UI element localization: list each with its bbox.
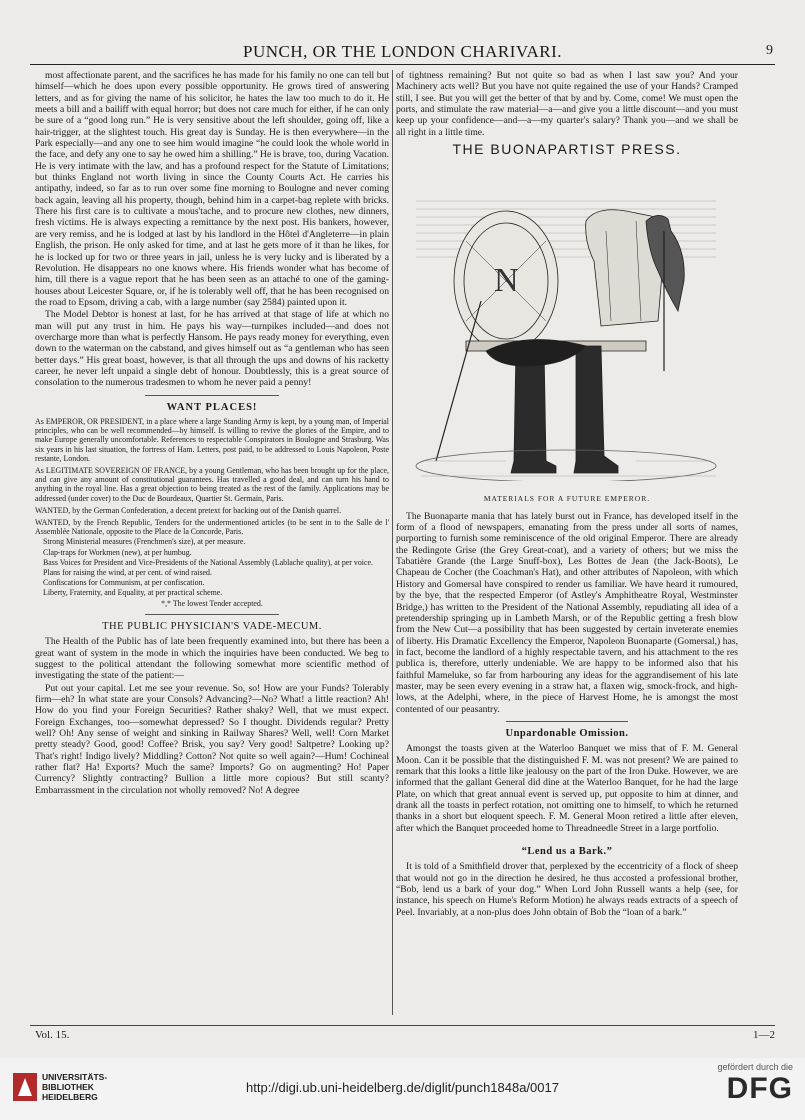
digitization-bar — [0, 1058, 805, 1120]
funder-logo[interactable] — [683, 1062, 793, 1106]
left-column — [35, 70, 389, 797]
tender-item: Plans for raising the wind, at per cent. of wind raised. — [43, 568, 212, 578]
right-column — [396, 70, 738, 919]
bark-paragraph: It is told of a Smithfield drover that, perplexed by the eccentricity of a flock of sheep that would not go in the direction he desired, he thus accosted a professional brother, “Bob, lend us a bark of your dog.” When Lord John Russell wants a help (see, for instance, his speech on Hume's Reform Motion) he always reads extracts of a speech of Peel. Invariably, at a non-plus does John obtain of Bob the “loan of a bark.” — [396, 861, 738, 918]
page-footer — [30, 1025, 775, 1042]
physician-continuation: of tightness remaining? But not quite so bad as when I last saw you? And your Machinery acts well? But you have not quite regained the use of your Hands? Cramped still, I see. But you will get the better of that by and by. Come, come! We must open the ports, and stimulate the raw material—a—and give you a little discount—and you must keep up your confidence—and—a—my quarter's salary? Thank you—and we shall be all right in a little time. — [396, 70, 738, 138]
volume-label: Vol. 15. — [35, 1029, 70, 1041]
omission-paragraph: Amongst the toasts given at the Waterloo Banquet we miss that of F. M. General Moon. Can it be possible that the distinguished F. M. was not present? We are pained to remark that this looks a little like jealousy on the part of the Iron Duke. However, we are informed that the gallant General did dine at the Waterloo Banquet, for he had the large Plate, on which that great annual event is served up, put opposite to him at dinner, and drank all the toasts in perfect rotation, not omitting one to himself, to which he returned thanks in a short but eloquent speech. F. M. General Moon retired a little after eleven, after which the Banquet proceeded home to Threadneedle Street in a large portfolio. — [396, 743, 738, 834]
debtor-paragraph-2: The Model Debtor is honest at last, for he has arrived at that stage of life at which no man will put any trust in him. He pays his way—turnpikes included—and does not overcharge more than what is perfectly Hansom. He pays ready money for everything, even down to the waterman on the cabstand, and gives himself out as “a gentleman who has seen better days.” His great boast, however, is that all through the ups and downs of his racketty career, he never left unpaid a single debt of honour. Doubtlessly, this is a great source of consolation to the numerous tradesmen to whom he never paid a penny! — [35, 309, 389, 389]
funder-name: DFG — [726, 1072, 793, 1105]
buonaparte-paragraph: The Buonaparte mania that has lately burst out in France, has developed itself in the form of a flood of newspapers, emanating from the press under all sorts of names, purporting to furnish some reminiscence of the old original Emperor. There are already the Redingote Grise (the Grey Great-coat), and a variety of others; but we miss the Tabatière Grande (the Large Snuff-box), Les Bottes de Jean (the Jack-Boots), Le Chapeau de Cocher (the Coachman's Hat), and other attributes of Napoleon, with which History and Gomersal have conspired to render us familiar. We have heard it rumoured, by the bye, that the respected Emperor (of Astley's Amphitheatre Royal, Westminster Bridge,) has written to the President of the National Assembly, repudiating all idea of a pretendership springing up in Lambeth Marsh, or of the Republic getting a fresh blow from the New Cut—a possibility that has been suggested by certain inveterate enemies of liberty. His Dramatic Excellency the Emperor, Napoleon Buonaparte (Gomersal,) has, in fact, become the landlord of a highly respectable tavern, and his attachment to the res publica is, therefore, utterly undeniable. We are happy to be informed also that his faithful Mameluke, so far from harbouring any ideas for the aggrandisement of his late master, may be seen every evening in a straw hat, a flaxen wig, smock-frock, and high-lows, at the Adelphi, where, in the piece of Harvest Home, he is amongst the most contented of our peasantry. — [396, 510, 738, 715]
svg-text:N: N — [494, 262, 519, 300]
page-header — [30, 40, 775, 65]
tender-item: Bass Voices for President and Vice-Presidents of the National Assembly (Lablache quality), at per voice. — [43, 557, 373, 567]
section-rule — [506, 721, 628, 722]
ad-emperor: As EMPEROR, OR PRESIDENT, in a place where a large Standing Army is kept, by a young man, of Imperial principles, who can be well recommended—by himself. Is willing to revive the glories of the Empire, and to make Europe generally uncomfortable. References to respectable Conspirators in Boulogne and Strasburg. Was six years in his last situation, the fortress of Ham. Letters, post paid, to be addressed to Louis Napoleon, Poste restante, London. — [35, 416, 389, 463]
physician-paragraph-2: Put out your capital. Let me see your revenue. So, so! How are your Funds? Tolerably firm—eh? In what state are your Consols? Advancing?—No? What! a little reaction? Ah! How do you find your Foreign Securities? Rather shaky? Well, that we must expect. Foreign Exchanges, too—somewhat depressed? So I thought. Dividends regular? Pretty well? Oh! Any sense of weight and sinking in Railway Shares? Well, well! Corn Market pretty steady? Good, good! Coffee? Brisk, you say? Very good! Saltpetre? Looking up? That's right! Indigo lively? Middling? Cotton? Not quite so well again?—Hum! Cochineal rather flat? Ha! Exports? Much the same? Imports? Go on augmenting? Ho! Paper Currency? Slightly contracting? Bullion a little more copious? But still scanty? Embarrassment in the circulation not wholly removed? No! A degree — [35, 682, 389, 796]
want-places-heading: WANT PLACES! — [166, 401, 258, 413]
cartoon-caption: MATERIALS FOR A FUTURE EMPEROR. — [483, 494, 651, 504]
debtor-paragraph-1: most affectionate parent, and the sacrifices he has made for his family no one can tell but himself—which he does upon every possible opportunity. He grows tired of answering letters, and as for giving the name of his solicitor, he hates the law too much to do it. He meets a bill and a bailiff with equal horror; but does not care much for either, if he can only be sure of a “good long run.” He is very sensitive about the left shoulder, going off, like a hair-trigger, at the slightest touch. His great day is Sunday. He is then everywhere—in the Park especially—and any one to see him would imagine “he could look the whole world in the face, and defy any one to say he owed him a shilling.” He is brave, too, during Vacation. He is very intimate with the law, and has a profound respect for the Statute of Limitations; but thinks England not worth living in since the County Courts Act. He carries his antipathy, indeed, so far as to run over some fine morning to Boulogne and never coming back again, leaving all his property, though, behind him in a carpet-bag replete with bricks. There his first care is to cultivate a mous'tache, and to procure new clothes, new dinners, fresh victims. He is always expecting a remittance by the next post. His bankers, however, are very remiss, and he is lodged at last by his landlord in the Hôtel d'Angleterre—in plain English, the prison. He only asked for time, and at last he gets more of it than he likes, for he is locked up for two or three years in jail, unless he is very lucky and is liberated by a Revolution. He disappears no one knows where. His friends wonder what has become of him, till there is a vague report that he has been seen as an attaché to one of the gaming-houses about Leicester Square, or, if he is tolerably well off, that he has been recognised on the road to Epsom, driving a cab, with a large number (say 2584) painted upon it. — [35, 70, 389, 308]
omission-heading: Unpardonable Omission. — [505, 727, 629, 739]
section-rule — [145, 614, 279, 615]
tender-item: Confiscations for Communism, at per confiscation. — [43, 578, 205, 588]
bark-heading: “Lend us a Bark.” — [521, 846, 613, 858]
cartoon-title: THE BUONAPARTIST PRESS. — [452, 141, 682, 158]
tender-item: Liberty, Fraternity, and Equality, at per practical scheme. — [43, 588, 223, 598]
physician-heading: THE PUBLIC PHYSICIAN'S VADE-MECUM. — [102, 620, 322, 632]
ad-german-confederation: WANTED, by the German Confederation, a decent pretext for backing out of the Danish quarrel. — [35, 505, 342, 515]
column-divider — [392, 70, 393, 1015]
signature-mark: 1—2 — [753, 1029, 775, 1041]
section-rule — [145, 395, 279, 396]
buonapartist-press-engraving — [396, 161, 738, 481]
tender-item: *,* The lowest Tender accepted. — [161, 598, 263, 608]
tender-item: Strong Ministerial measures (Frenchmen's size), at per measure. — [43, 537, 246, 547]
ad-legitimate-sovereign: As LEGITIMATE SOVEREIGN OF FRANCE, by a young Gentleman, who has been brought up for the place, and can give any amount of constitutional guarantees. Has travelled a good deal, and can turn his hand to anything in the royal line. Has a great objection to being treated as the rest of the family. Applications may be addressed (under cover) to the Duc de Bourdeaux, Quartier St. Germain, Paris. — [35, 465, 389, 503]
ad-french-republic: WANTED, by the French Republic, Tenders for the undermentioned articles (to be sent in to the Salle de l' Assemblée Nationale, opposite to the Place de la Concorde, Paris. — [35, 518, 389, 537]
library-name: UNIVERSITÄTS-BIBLIOTHEK HEIDELBERG — [42, 1072, 108, 1102]
physician-paragraph-1: The Health of the Public has of late been frequently examined into, but there has been a great want of system in the mode in which the inquiries have been conducted. We beg to suggest to the political attendant the following somewhat more scientific method of investigating the state of the patient:— — [35, 636, 389, 682]
funding-text: gefördert durch die — [717, 1062, 793, 1072]
source-url[interactable]: http://digi.ub.uni-heidelberg.de/diglit/punch1848a/0017 — [246, 1080, 559, 1095]
masthead-title: PUNCH, OR THE LONDON CHARIVARI. — [242, 42, 562, 61]
tender-item: Clap-traps for Workmen (new), at per humbug. — [43, 547, 192, 557]
cartoon-illustration — [396, 161, 738, 491]
want-places-ads — [35, 417, 389, 608]
page-number: 9 — [766, 43, 773, 58]
